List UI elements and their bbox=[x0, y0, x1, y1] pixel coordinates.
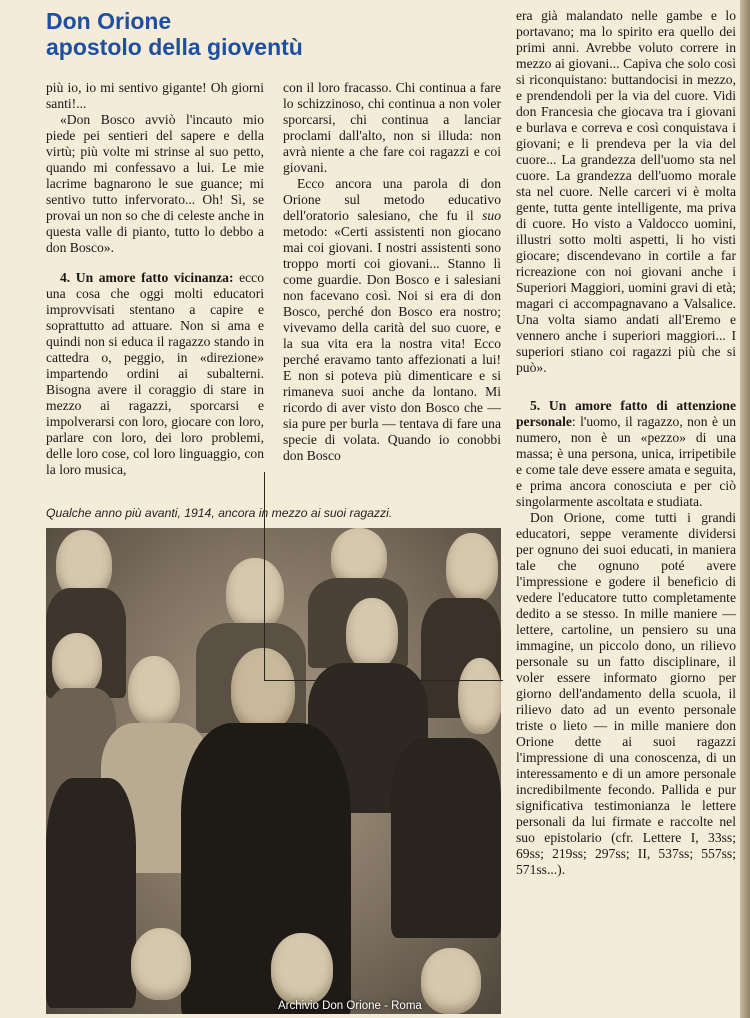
section-5-text: : l'uomo, il ragazzo, non è un numero, non è un «pezzo» di una massa; è una persona, unica, irripetibile e come tale deve essere amata e seguita, e prima ancora conosciuta e per ciò singolarmente ascoltata e studiata. bbox=[516, 414, 736, 509]
col1-section-4 bbox=[46, 270, 264, 478]
section-5-heading: 5. Un amore fatto di attenzione personale bbox=[516, 398, 736, 429]
photo-caption: Qualche anno più avanti, 1914, ancora in mezzo ai suoi ragazzi. bbox=[46, 506, 393, 520]
child-head bbox=[128, 656, 180, 726]
article-title bbox=[46, 8, 486, 60]
child-body bbox=[46, 778, 136, 1008]
child-body bbox=[391, 738, 501, 938]
col2-p2-emphasis: suo bbox=[482, 208, 501, 223]
col3-paragraph-1: era già malandato nelle gambe e lo portavano; ma lo spirito era quello dei primi anni. Avrebbe voluto correre in mezzo ai giovani... Capiva che solo così si riconquistano: buttandocisi in mezzo, e prendendoli per la via del cuore. Vidi don Francesia che giocava tra i giovani e burlava e correva e così conquistava i giovani; e li prendeva per la via del cuore... La grandezza dell'uomo sta nel cuore. La grandezza dell'uomo morale sta nel cuore. Nelle carceri vi è molta gente, tutta gente intelligente, ma priva di cuore. Ho visto a Valdocco uomini, illustri sotto molti aspetti, li ho visti giocare; discendevano in cortile a far ricreazione con noi giovani anche i Superiori Maggiori, uomini gravi di età; magari ci accompagnavano a Valsalice. Una volta siamo andati all'Eremo e vennero anche i superiori maggiori... I superiori stiano coi ragazzi più che si può». bbox=[516, 8, 736, 375]
column-2 bbox=[283, 80, 501, 464]
col2-paragraph-1: con il loro fracasso. Chi continua a fare lo schizzinoso, chi continua a non voler sporcarsi, chi continua a lanciar proclami dall'alto, non si illuda: non avrà niente a che fare coi ragazzi e coi giovani. bbox=[283, 80, 501, 175]
child-head bbox=[271, 933, 333, 1005]
col2-paragraph-2 bbox=[283, 176, 501, 464]
col1-paragraph-2: «Don Bosco avviò l'incauto mio piede pei sentieri del sapere e della virtù; più volte mi strinse al suo petto, quando mi confessavo a lui. Le mie lacrime bagnarono le sue guance; mi sentivo tutto infervorato... Oh! Sì, se provai un non so che di celeste anche in questa valle di pianto, tutto lo debbo a don Bosco». bbox=[46, 112, 264, 255]
col2-p2-end: metodo: «Certi assistenti non giocano mai coi giovani. I nostri assistenti sono troppo morti coi giovani... Stanno lì come guardie. Don Bosco e i salesiani non facevano così. Noi si era di don Bosco, perché don Bosco era nostro; vivevamo della carità del suo cuore, e la sua vita era la nostra vita! Ecco perché eravamo tanto affezionati a lui! E non si poteva più dimenticare e si rimaneva suoi anche da lontano. Mi ricordo di aver visto don Bosco che — sia pure per burla — tentava di fare una specie di volata. Quando io conobbi don Bosco bbox=[283, 224, 501, 463]
child-head bbox=[52, 633, 102, 695]
page-edge bbox=[740, 0, 750, 1018]
col1-paragraph-1: più io, io mi sentivo gigante! Oh giorni santi!... bbox=[46, 80, 264, 111]
child-head bbox=[131, 928, 191, 1000]
photo-credit: Archivio Don Orione - Roma bbox=[278, 1000, 422, 1012]
photo-overlay-frame bbox=[264, 472, 503, 681]
child-head bbox=[421, 948, 481, 1014]
title-line-1: Don Orione bbox=[46, 8, 172, 34]
col3-section-5 bbox=[516, 398, 736, 510]
section-4-heading: 4. Un amore fatto vicinanza: bbox=[60, 270, 234, 285]
column-1 bbox=[46, 80, 264, 478]
col2-p2-start: Ecco ancora una parola di don Orione sul metodo educativo dell'oratorio salesiano, che fu il bbox=[283, 176, 501, 223]
section-4-text: ecco una cosa che oggi molti educatori improvvisati stentano a capire e soprattutto ad attuare. Non si ama e quindi non si educa il ragazzo stando in cattedra o, peggio, in «direzione» impartendo ordini ai subalterni. Bisogna avere il coraggio di stare in mezzo ai ragazzi, sporcarsi e impolverarsi con loro, giocare con loro, parlare con loro, dei loro problemi, delle loro cose, col loro linguaggio, con la loro musica, bbox=[46, 270, 264, 477]
col3-paragraph-3: Don Orione, come tutti i grandi educatori, seppe veramente dividersi per ognuno dei suoi educati, in maniera tale che ognuno poté avere l'impressione e godere il beneficio di vedere l'educatore tutto completamente dedito a se stesso. In mille maniere — lettere, cartoline, un pensiero su una immagine, un piccolo dono, un rilievo personale su un fatto disciplinare, il voler essere informato giorno per giorno dell'andamento della scuola, il rilievo dato ad un evento personale triste o lieto — in mille maniere don Orione dette ai suoi ragazzi l'impressione di una conoscenza, di un interessamento e di un amore personale incredibilmente fecondo. Pallida e pur significativa testimonianza le lettere personali da lui firmate e raccolte nel suo epistolario (cfr. Lettere I, 33ss; 69ss; 219ss; 297ss; II, 537ss; 557ss; 571ss...). bbox=[516, 510, 736, 877]
title-line-2: apostolo della gioventù bbox=[46, 34, 303, 60]
column-3 bbox=[516, 8, 736, 878]
